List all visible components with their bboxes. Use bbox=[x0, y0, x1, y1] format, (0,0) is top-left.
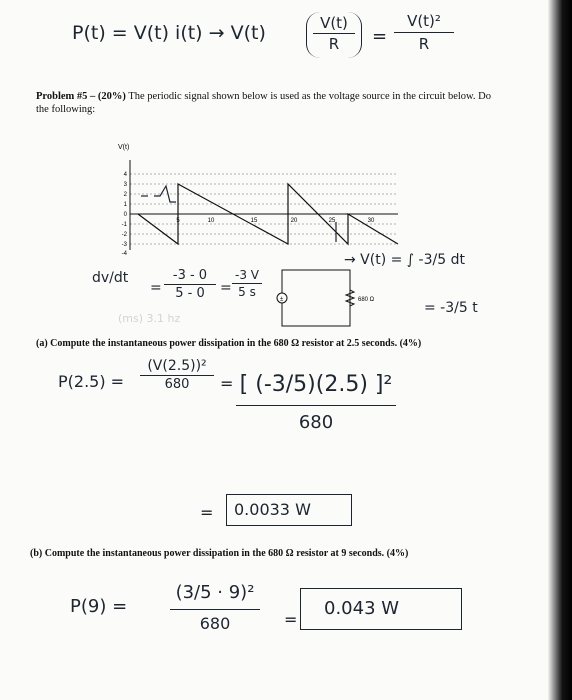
slope-frac2-den: 5 s bbox=[238, 285, 256, 299]
part-b-work-frac bbox=[170, 582, 260, 633]
slope-frac1-bar bbox=[164, 284, 216, 285]
formula-frac-den: R bbox=[328, 35, 340, 53]
part-b-answer: 0.043 W bbox=[324, 598, 400, 619]
part-a-work-bar bbox=[140, 375, 214, 376]
formula-paren-fraction bbox=[306, 12, 362, 58]
x-tick-30: 30 bbox=[367, 218, 375, 224]
slope-frac1-num: -3 - 0 bbox=[172, 268, 208, 283]
formula-frac-bar bbox=[313, 33, 355, 34]
formula-frac-num: V(t) bbox=[320, 14, 348, 32]
formula-rhs-num: V(t)² bbox=[407, 12, 441, 30]
slope-frac1-den: 5 - 0 bbox=[175, 286, 205, 301]
part-b-work-bar bbox=[170, 609, 260, 610]
y-tick-neg3: -3 bbox=[121, 242, 127, 248]
problem-statement bbox=[36, 91, 506, 116]
y-tick-3: 3 bbox=[123, 182, 127, 188]
page-shadow-edge bbox=[548, 0, 572, 700]
signal-graph bbox=[108, 138, 408, 258]
part-a-answer-eq: = bbox=[200, 503, 214, 522]
y-tick-neg4: -4 bbox=[121, 251, 127, 257]
part-a-big-den: 680 bbox=[298, 412, 334, 433]
slope-eq2: = bbox=[220, 280, 232, 296]
graph-gridlines bbox=[130, 174, 398, 244]
x-tick-20: 20 bbox=[290, 218, 298, 224]
part-a-big-bar bbox=[236, 405, 396, 406]
part-a-question: (a) Compute the instantaneous power dissipation in the 680 Ω resistor at 2.5 seconds. (4%) bbox=[36, 338, 422, 349]
resistor-label: 680 Ω bbox=[358, 297, 375, 303]
y-tick-neg1: -1 bbox=[121, 222, 127, 228]
part-b-work-num: (3/5 · 9)² bbox=[175, 582, 255, 603]
y-tick-1: 1 bbox=[123, 202, 127, 208]
part-a-work-num: (V(2.5))² bbox=[147, 358, 207, 374]
slope-faint-note: (ms) 3.1 hz bbox=[118, 312, 181, 325]
slope-frac2 bbox=[232, 268, 262, 299]
formula-rhs-den: R bbox=[418, 35, 430, 53]
y-tick-0: 0 bbox=[123, 212, 127, 218]
slope-eq1: = bbox=[150, 280, 162, 296]
y-tick-2: 2 bbox=[123, 192, 127, 198]
vt-expression-line1: → V(t) = ∫ -3/5 dt bbox=[344, 252, 465, 268]
slope-frac2-bar bbox=[232, 283, 262, 284]
part-a-answer: 0.0033 W bbox=[234, 500, 311, 519]
part-a-big-frac bbox=[236, 372, 396, 433]
part-b-answer-eq: = bbox=[284, 610, 298, 629]
y-tick-neg2: -2 bbox=[121, 232, 127, 238]
x-tick-15: 15 bbox=[250, 218, 258, 224]
x-tick-10: 10 bbox=[207, 218, 215, 224]
part-a-big-num: [ (-3/5)(2.5) ]² bbox=[239, 372, 393, 397]
x-tick-25: 25 bbox=[328, 218, 336, 224]
slope-lhs: dv/dt bbox=[92, 270, 129, 286]
part-b-question: (b) Compute the instantaneous power dissipation in the 680 Ω resistor at 9 seconds. (4%) bbox=[30, 548, 409, 559]
graph-y-ticks bbox=[122, 172, 128, 257]
x-tick-5: 5 bbox=[176, 218, 180, 224]
circuit-loop bbox=[282, 270, 350, 326]
voltage-source-symbol: ± bbox=[280, 296, 284, 303]
part-a-work-den: 680 bbox=[164, 377, 190, 392]
formula-rhs-bar bbox=[394, 32, 454, 33]
part-a-work-frac bbox=[140, 358, 214, 392]
vt-expression-line2: = -3/5 t bbox=[424, 300, 478, 316]
formula-rhs bbox=[394, 12, 454, 53]
formula-lhs: P(t) = V(t) i(t) → V(t) bbox=[72, 22, 266, 44]
slope-frac2-num: -3 V bbox=[235, 268, 259, 282]
problem-heading: Problem #5 – (20%) bbox=[36, 91, 126, 102]
part-b-work-den: 680 bbox=[199, 614, 231, 633]
y-tick-4: 4 bbox=[123, 172, 127, 178]
part-a-work-lhs: P(2.5) = bbox=[58, 372, 125, 391]
part-b-work-lhs: P(9) = bbox=[70, 596, 128, 617]
graph-x-ticks bbox=[176, 218, 375, 224]
circuit-diagram bbox=[270, 262, 380, 332]
slope-frac1 bbox=[164, 268, 216, 301]
graph-y-label: V(t) bbox=[118, 144, 130, 151]
part-a-work-eq: = bbox=[220, 374, 234, 393]
problem-text: The periodic signal shown below is used as the voltage source in the circuit below. Do the following: bbox=[36, 91, 492, 115]
formula-equals: = bbox=[372, 26, 388, 47]
